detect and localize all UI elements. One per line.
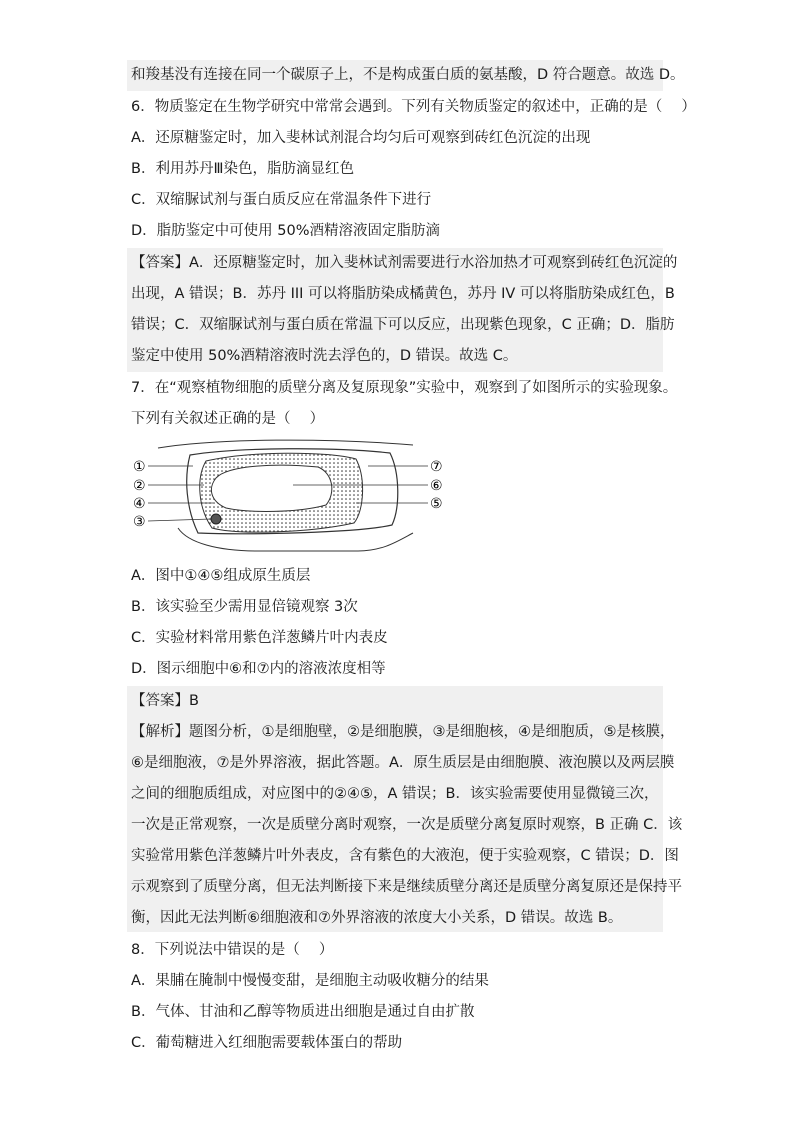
analysis-line: 【解析】题图分析，①是细胞壁，②是细胞膜，③是细胞核，④是细胞质，⑤是核膜， (131, 724, 675, 740)
answer-text: 和羧基没有连接在同一个碳原子上，不是构成蛋白质的氨基酸，D 符合题意。故选 D。 (131, 67, 685, 83)
option-b: B．气体、甘油和乙醇等物质进出细胞是通过自由扩散 (131, 1004, 475, 1020)
analysis-line: 实验常用紫色洋葱鳞片叶外表皮，含有紫色的大液泡，便于实验观察，C 错误；D．图 (131, 848, 679, 864)
option-d: D．脂肪鉴定中可使用 50%酒精溶液固定脂肪滴 (131, 223, 441, 239)
label-2: ② (133, 478, 146, 494)
label-6: ⑥ (430, 478, 443, 494)
option-c: C．葡萄糖进入红细胞需要载体蛋白的帮助 (131, 1035, 403, 1051)
analysis-line: ⑥是细胞液，⑦是外界溶液，据此答题。A．原生质层是由细胞膜、液泡膜以及两层膜 (131, 755, 675, 771)
question-stem: 8．下列说法中错误的是（ ） (131, 942, 334, 958)
label-3: ③ (133, 514, 146, 530)
label-5: ⑤ (430, 496, 443, 512)
question-stem: 7．在“观察植物细胞的质壁分离及复原现象”实验中，观察到了如图所示的实验现象。 (131, 380, 678, 396)
option-c: C．双缩脲试剂与蛋白质反应在常温条件下进行 (131, 192, 432, 208)
nucleus (211, 514, 221, 524)
answer-line: 鉴定中使用 50%酒精溶液时洗去浮色的，D 错误。故选 C。 (131, 348, 518, 364)
vacuole (211, 465, 331, 511)
label-4: ④ (133, 496, 146, 512)
option-b: B．该实验至少需用显倍镜观察 3次 (131, 599, 358, 615)
answer-line: 【答案】A．还原糖鉴定时，加入斐林试剂需要进行水浴加热才可观察到砖红色沉淀的 (131, 255, 678, 271)
analysis-line: 示观察到了质壁分离，但无法判断接下来是继续质壁分离还是质壁分离复原还是保持平 (131, 879, 682, 895)
option-a: A．还原糖鉴定时，加入斐林试剂混合均匀后可观察到砖红色沉淀的出现 (131, 130, 591, 146)
question-stem: 下列有关叙述正确的是（ ） (131, 411, 325, 427)
analysis-line: 一次是正常观察，一次是质壁分离时观察，一次是质壁分离复原时观察，B 正确 C．该 (131, 817, 683, 833)
option-a: A．图中①④⑤组成原生质层 (131, 568, 311, 584)
option-d: D．图示细胞中⑥和⑦内的溶液浓度相等 (131, 661, 386, 677)
option-a: A．果脯在腌制中慢慢变甜，是细胞主动吸收糖分的结果 (131, 973, 489, 989)
answer-line: 错误；C．双缩脲试剂与蛋白质在常温下可以反应，出现紫色现象，C 正确；D．脂肪 (131, 317, 675, 333)
option-c: C．实验材料常用紫色洋葱鳞片叶内表皮 (131, 630, 388, 646)
analysis-line: 衡，因此无法判断⑥细胞液和⑦外界溶液的浓度大小关系，D 错误。故选 B。 (131, 910, 623, 926)
answer-line: 出现，A 错误；B．苏丹 III 可以将脂肪染成橘黄色，苏丹 IV 可以将脂肪染成红色，B (131, 286, 675, 302)
cell-diagram (128, 433, 458, 558)
option-b: B．利用苏丹Ⅲ染色，脂肪滴显红色 (131, 161, 354, 177)
answer-text: 【答案】B (131, 693, 199, 709)
question-stem: 6．物质鉴定在生物学研究中常常会遇到。下列有关物质鉴定的叙述中，正确的是（ ） (131, 99, 696, 115)
analysis-line: 之间的细胞质组成，对应图中的②④⑤，A 错误；B．该实验需要使用显微镜三次， (131, 786, 659, 802)
cell-wall-line (158, 440, 413, 448)
label-1: ① (133, 459, 146, 475)
label-7: ⑦ (430, 459, 443, 475)
